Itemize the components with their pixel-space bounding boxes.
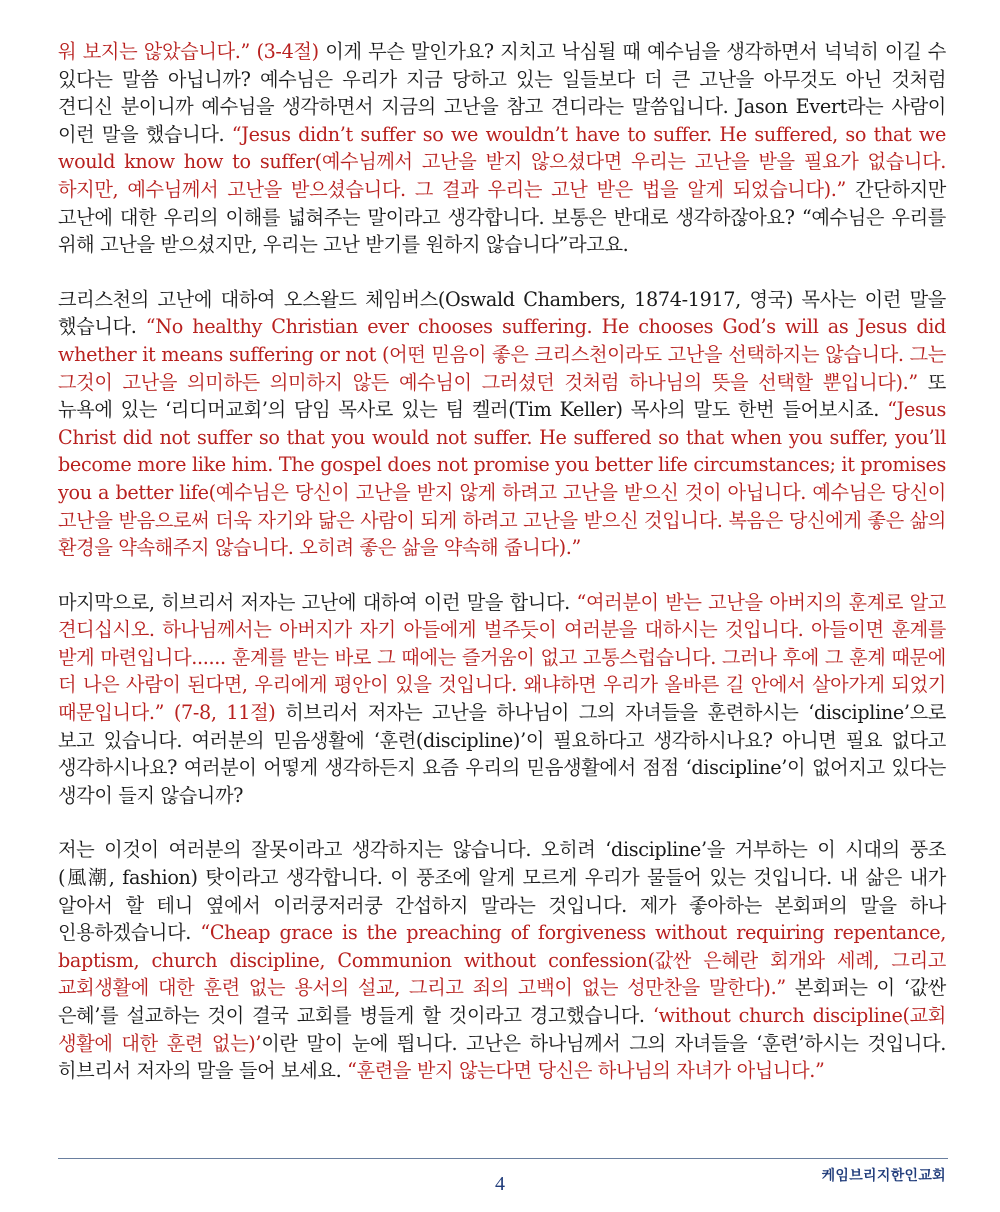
body-text: 마지막으로, 히브리서 저자는 고난에 대하여 이런 말을 합니다.: [58, 590, 577, 614]
church-name: 케임브리지한인교회: [821, 1168, 946, 1184]
body-text: 또 뉴욕에 있는 ‘리디머교회’의 담임 목사로 있는 팀 켈러(Tim Keller) 목사의 말도 한번 들어보시죠.: [58, 370, 946, 422]
quote-text: “Jesus Christ did not suffer so that you would not suffer. He suffered so that when you suffer, you’ll become more like him. The gospel does not promise you better life circumstances; it promises you a better life(예수님은 당신이 고난을 받지 않게 하려고 고난을 받으신 것이 아닙니다. 예수님은 당신이 고난을 받음으로써 더욱 자기와 닮은 사람이 되게 하려고 고난을 받으신 것입니다. 복음은 당신에게 좋은 삶의 환경을 약속해주지 않습니다. 오히려 좋은 삶을 약속해 줍니다).”: [58, 398, 946, 560]
footer-divider: [58, 1158, 948, 1159]
paragraph-3: [58, 589, 946, 810]
body-text: 본회퍼는 이 ‘값싼 은혜’를 설교하는 것이 결국 교회를 병들게 할 것이라고 경고했습니다.: [58, 976, 946, 1027]
quote-text: 워 보지는 않았습니다.” (3-4절): [58, 40, 319, 63]
paragraph-2: [58, 286, 946, 562]
document-body: [58, 38, 946, 1085]
paragraph-4: [58, 836, 946, 1084]
quote-text: “여러분이 받는 고난을 아버지의 훈계로 알고 견디십시오. 하나님께서는 아버지가 자기 아들에게 벌주듯이 여러분을 대하시는 것입니다. 아들이면 훈계를 받게 마련입니다...... 훈계를 받는 바로 그 때에는 즐거움이 없고 고통스럽습니다. 그러나 후에 그 훈계 때문에 더 나은 사람이 된다면, 우리에게 평안이 있을 것입니다. 왜냐하면 우리가 올바른 길 안에서 살아가게 되었기 때문입니다.” (7-8, 11절): [58, 590, 946, 725]
page-number: 4: [495, 1173, 505, 1195]
quote-text: “Jesus didn’t suffer so we wouldn’t have to suffer. He suffered, so that we would know how to suffer(예수님께서 고난을 받지 않으셨다면 우리는 고난을 받을 필요가 없습니다. 하지만, 예수님께서 고난을 받으셨습니다. 그 결과 우리는 고난 받은 법을 알게 되었습니다).”: [58, 122, 946, 201]
quote-text: “Cheap grace is the preaching of forgiveness without requiring repentance, baptism, church discipline, Communion without confession(값싼 은혜란 회개와 세례, 그리고 교회생활에 대한 훈련 없는 용서의 설교, 그리고 죄의 고백이 없는 성만찬을 말한다).”: [58, 921, 947, 1000]
quote-text: “훈련을 받지 않는다면 당신은 하나님의 자녀가 아닙니다.”: [347, 1059, 825, 1083]
body-text: 저는 이것이 여러분의 잘못이라고 생각하지는 않습니다. 오히려 ‘discipline’을 거부하는 이 시대의 풍조(風潮, fashion) 탓이라고 생각합니다. 이 풍조에 알게 모르게 우리가 물들어 있는 것입니다. 내 삶은 내가 알아서 할 테니 옆에서 이러쿵저러쿵 간섭하지 말라는 것입니다. 제가 좋아하는 본회퍼의 말을 하나 인용하겠습니다.: [58, 838, 946, 945]
paragraph-1: [58, 38, 946, 259]
body-text: 간단하지만 고난에 대한 우리의 이해를 넓혀주는 말이라고 생각합니다. 보통은 반대로 생각하잖아요? “예수님은 우리를 위해 고난을 받으셨지만, 우리는 고난 받기를 원하지 않습니다”라고요.: [58, 177, 946, 257]
body-text: 크리스천의 고난에 대하여 오스왈드 체임버스(Oswald Chambers, 1874-1917, 영국) 목사는 이런 말을 했습니다.: [58, 287, 946, 339]
quote-text: “No healthy Christian ever chooses suffering. He chooses God’s will as Jesus did whether it means suffering or not (어떤 믿음이 좋은 크리스천이라도 고난을 선택하지는 않습니다. 그는 그것이 고난을 의미하든 의미하지 않든 예수님이 그러셨던 것처럼 하나님의 뜻을 선택할 뿐입니다).”: [58, 315, 946, 394]
body-text: 이게 무슨 말인가요? 지치고 낙심될 때 예수님을 생각하면서 넉넉히 이길 수 있다는 말씀 아닙니까? 예수님은 우리가 지금 당하고 있는 일들보다 더 큰 고난을 아무것도 아닌 것처럼 견디신 분이니까 예수님을 생각하면서 지금의 고난을 참고 견디라는 말씀입니다. Jason Evert라는 사람이 이런 말을 했습니다.: [58, 40, 946, 146]
quote-text: ‘without church discipline(교회 생활에 대한 훈련 없는)’: [58, 1004, 946, 1055]
body-text: 이란 말이 눈에 띕니다. 고난은 하나님께서 그의 자녀들을 ‘훈련’하시는 것입니다. 히브리서 저자의 말을 들어 보세요.: [58, 1031, 946, 1083]
body-text: 히브리서 저자는 고난을 하나님이 그의 자녀들을 훈련하시는 ‘discipline’으로 보고 있습니다. 여러분의 믿음생활에 ‘훈련(discipline)’이 필요하다고 생각하시나요? 아니면 필요 없다고 생각하시나요? 여러분이 어떻게 생각하든지 요즘 우리의 믿음생활에서 점점 ‘discipline’이 없어지고 있다는 생각이 들지 않습니까?: [58, 701, 946, 807]
